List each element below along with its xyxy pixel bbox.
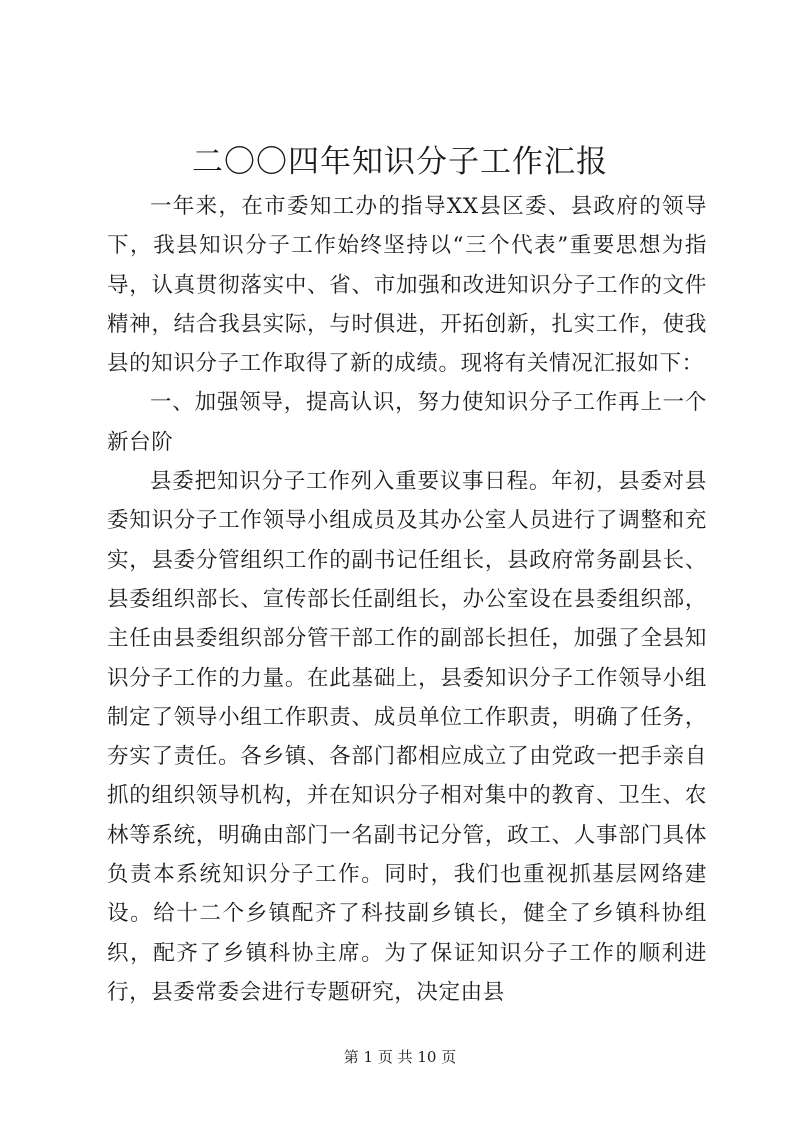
page-footer	[0, 1047, 800, 1067]
paragraph-intro: 一年来，在市委知工办的指导XX县区委、县政府的领导下，我县知识分子工作始终坚持以“三个代表”重要思想为指导，认真贯彻落实中、省、市加强和改进知识分子工作的文件精神，结合我县实际，与时俱进，开拓创新，扎实工作，使我县的知识分子工作取得了新的成绩。现将有关情况汇报如下：	[107, 194, 707, 377]
page-number-label: 第 1 页 共 10 页	[343, 1048, 457, 1066]
document-body	[107, 187, 707, 1012]
paragraph-section-1: 县委把知识分子工作列入重要议事日程。年初，县委对县委知识分子工作领导小组成员及其办公室人员进行了调整和充实，县委分管组织工作的副书记任组长，县政府常务副县长、县委组织部长、宣传部长任副组长，办公室设在县委组织部，主任由县委组织部分管干部工作的副部长担任，加强了全县知识分子工作的力量。在此基础上，县委知识分子工作领导小组制定了领导小组工作职责、成员单位工作职责，明确了任务，夯实了责任。各乡镇、各部门都相应成立了由党政一把手亲自抓的组织领导机构，并在知识分子相对集中的教育、卫生、农林等系统，明确由部门一名副书记分管，政工、人事部门具体负责本系统知识分子工作。同时，我们也重视抓基层网络建设。给十二个乡镇配齐了科技副乡镇长，健全了乡镇科协组织，配齐了乡镇科协主席。为了保证知识分子工作的顺利进行，县委常委会进行专题研究，决定由县	[107, 469, 707, 1005]
section-heading-1: 一、加强领导，提高认识，努力使知识分子工作再上一个新台阶	[107, 390, 707, 455]
document-title: 二〇〇四年知识分子工作汇报	[192, 144, 608, 180]
